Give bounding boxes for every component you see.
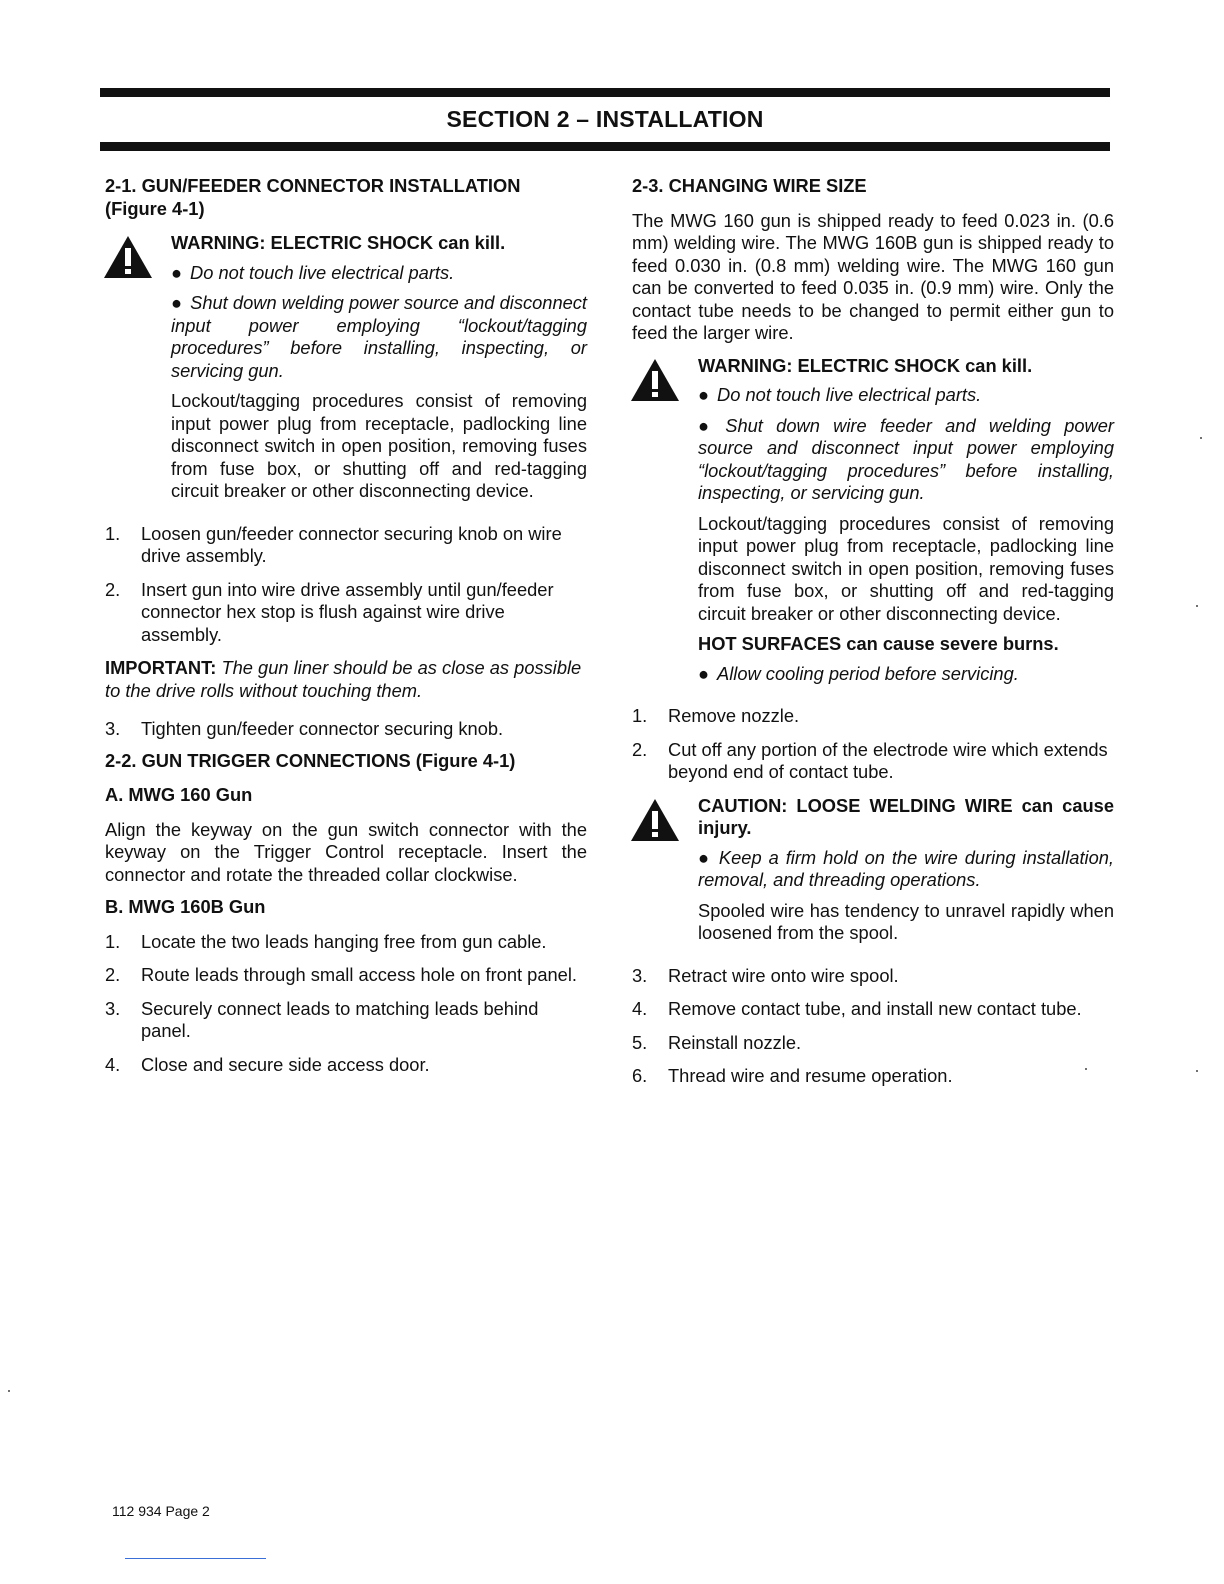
footer-underline <box>125 1558 266 1559</box>
subheading-b: B. MWG 160B Gun <box>105 896 266 917</box>
caution-paragraph: Spooled wire has tendency to unravel rapidly when loosened from the spool. <box>698 899 1114 943</box>
bullet-icon: ● <box>698 414 718 436</box>
list-item: 3. Retract wire onto wire spool. <box>632 964 899 986</box>
bullet-icon: ● <box>171 261 183 283</box>
list-item: 1. Locate the two leads hanging free from gun cable. <box>105 930 547 952</box>
scan-speck <box>8 1390 10 1392</box>
steps-list <box>632 705 1114 784</box>
list-item: 2. Insert gun into wire drive assembly until gun/feeder connector hex stop is flush against wire drive assembly. <box>105 578 554 645</box>
caution-block <box>632 795 1114 945</box>
caution-triangle-icon <box>629 797 681 843</box>
list-item: 3. Tighten gun/feeder connector securing knob. <box>105 718 504 739</box>
important-note: IMPORTANT: The gun liner should be as close as possible to the drive rolls without touching them. <box>105 657 582 701</box>
paragraph: Align the keyway on the gun switch connector with the keyway on the Trigger Control receptacle. Insert the connector and rotate the threaded collar clockwise. <box>105 818 587 885</box>
steps-list <box>105 523 587 647</box>
steps-list <box>105 718 587 741</box>
list-item: 5. Reinstall nozzle. <box>632 1031 802 1053</box>
steps-list <box>105 931 587 1077</box>
warning-bullet: ● Do not touch live electrical parts. <box>698 384 982 405</box>
section-bottom-rule <box>100 142 1110 151</box>
warning-bullet: ● Shut down welding power source and disconnect input power employing “lockout/tagging procedures” before installing, inspecting, or servicing gun. <box>171 292 588 381</box>
list-item: 2. Cut off any portion of the electrode wire which extends beyond end of contact tube. <box>632 738 1108 782</box>
section-top-rule <box>100 88 1110 97</box>
warning-triangle-icon <box>102 234 154 280</box>
scan-speck <box>1196 605 1198 607</box>
heading-2-2: 2-2. GUN TRIGGER CONNECTIONS (Figure 4-1) <box>105 749 516 771</box>
subheading-a: A. MWG 160 Gun <box>105 784 253 805</box>
list-item: 3. Securely connect leads to matching leads behind panel. <box>105 997 539 1041</box>
list-item: 4. Remove contact tube, and install new contact tube. <box>632 998 1082 1019</box>
warning-paragraph: Lockout/tagging procedures consist of removing input power plug from receptacle, padlocking line disconnect switch in open position, removing fuses from fuse box, or shutting off and red-tagging circuit breaker or other disconnecting device. <box>171 390 587 501</box>
heading-2-3: 2-3. CHANGING WIRE SIZE <box>632 175 867 196</box>
left-column <box>105 175 587 1087</box>
scan-speck <box>1196 1070 1198 1072</box>
caution-title: CAUTION: LOOSE WELDING WIRE can cause injury. <box>698 794 1114 838</box>
heading-2-1: 2-1. GUN/FEEDER CONNECTOR INSTALLATION (Figure 4-1) <box>105 175 521 219</box>
warning-bullet: ● Do not touch live electrical parts. <box>171 261 455 283</box>
page-footer: 112 934 Page 2 <box>112 1503 210 1519</box>
list-item: 4. Close and secure side access door. <box>105 1053 430 1075</box>
steps-list <box>632 965 1114 1088</box>
warning-bullet: ● Shut down wire feeder and welding power source and disconnect input power employing “lockout/tagging procedures” before installing, inspecting, or servicing gun. <box>698 414 1114 503</box>
paragraph: The MWG 160 gun is shipped ready to feed 0.023 in. (0.6 mm) welding wire. The MWG 160B gun is shipped ready to feed 0.030 in. (0.8 mm) welding wire. The MWG 160 gun can be converted to feed 0.035 in. (0.9 mm) wire. Only the contact tube needs to be changed to permit either gun to feed the larger wire. <box>632 209 1114 343</box>
warning-triangle-icon <box>629 357 681 403</box>
right-column <box>632 175 1114 1099</box>
warning-block-1 <box>105 232 587 503</box>
warning-paragraph: Lockout/tagging procedures consist of removing input power plug from receptacle, padlocking line disconnect switch in open position, removing fuses from fuse box, or shutting off and red-tagging circuit breaker or other disconnecting device. <box>698 512 1114 624</box>
warning-title: WARNING: ELECTRIC SHOCK can kill. <box>698 354 1033 376</box>
scan-speck <box>1200 437 1202 439</box>
caution-bullet: ● Keep a firm hold on the wire during installation, removal, and threading operations. <box>698 846 1114 890</box>
bullet-icon: ● <box>698 846 711 868</box>
bullet-icon: ● <box>171 292 183 313</box>
list-item: 6. Thread wire and resume operation. <box>632 1065 953 1086</box>
list-item: 2. Route leads through small access hole on front panel. <box>105 964 577 985</box>
scan-speck <box>1085 1068 1087 1070</box>
warning-title: WARNING: ELECTRIC SHOCK can kill. <box>171 232 506 253</box>
bullet-icon: ● <box>698 384 710 405</box>
hot-surfaces-title: HOT SURFACES can cause severe burns. <box>698 633 1059 654</box>
section-title: SECTION 2 – INSTALLATION <box>446 106 764 132</box>
warning-block-2 <box>632 355 1114 686</box>
list-item: 1. Remove nozzle. <box>632 705 800 726</box>
bullet-icon: ● <box>698 662 710 684</box>
list-item: 1. Loosen gun/feeder connector securing knob on wire drive assembly. <box>105 522 562 566</box>
warning-bullet: ● Allow cooling period before servicing. <box>698 662 1019 684</box>
